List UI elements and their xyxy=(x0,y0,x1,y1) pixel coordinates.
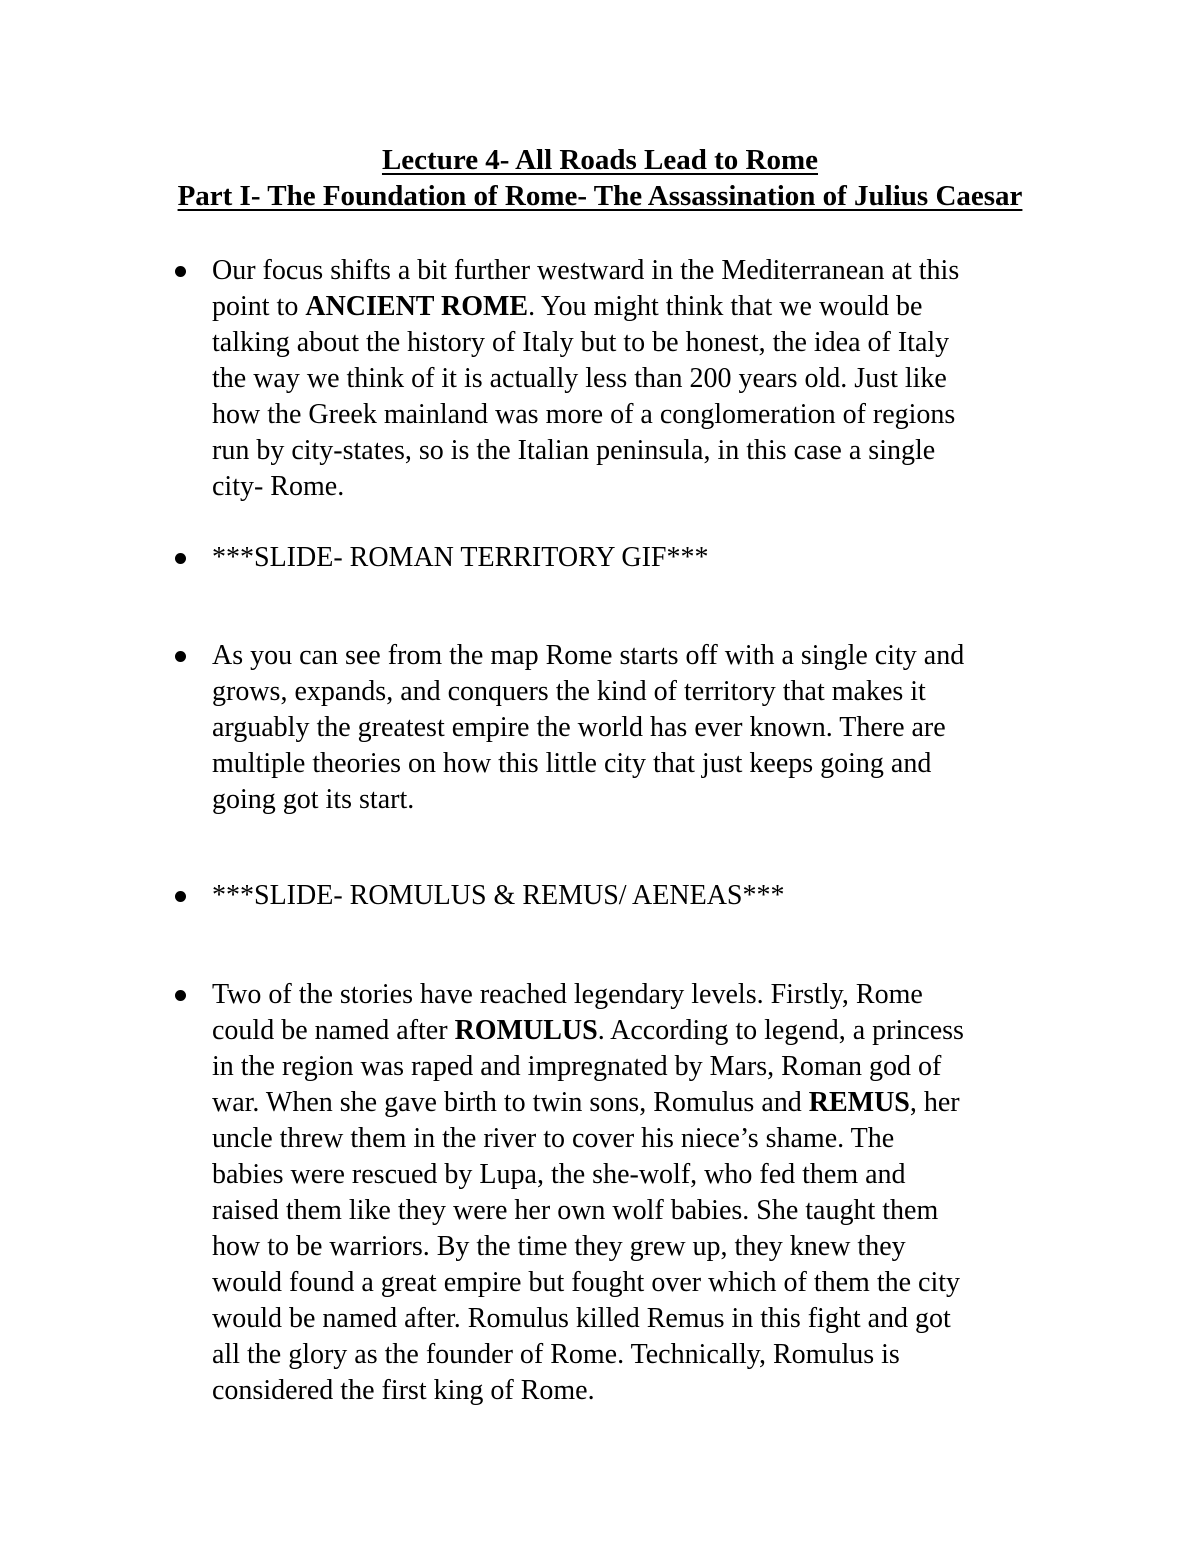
text-line: Two of the stories have reached legendary levels. Firstly, Rome xyxy=(212,979,923,1010)
text-line: babies were rescued by Lupa, the she-wolf, who fed them and xyxy=(212,1159,906,1190)
bullet-item xyxy=(212,878,1092,914)
bullet-dot-icon xyxy=(175,266,186,277)
text-line: war. When she gave birth to twin sons, Romulus and REMUS, her xyxy=(212,1087,960,1118)
text-line: uncle threw them in the river to cover his niece’s shame. The xyxy=(212,1123,895,1154)
text-line: could be named after ROMULUS. According to legend, a princess xyxy=(212,1015,964,1046)
text-line: how the Greek mainland was more of a conglomeration of regions xyxy=(212,399,956,430)
text-line: arguably the greatest empire the world has ever known. There are xyxy=(212,712,946,743)
text-line: raised them like they were her own wolf babies. She taught them xyxy=(212,1195,939,1226)
slide-cue: ***SLIDE- ROMAN TERRITORY GIF*** xyxy=(212,542,709,573)
text-line: talking about the history of Italy but to be honest, the idea of Italy xyxy=(212,327,950,358)
text-line: all the glory as the founder of Rome. Technically, Romulus is xyxy=(212,1339,900,1370)
text-line: grows, expands, and conquers the kind of territory that makes it xyxy=(212,676,926,707)
bullet-item xyxy=(212,977,1092,1409)
bullet-dot-icon xyxy=(175,553,186,564)
text-line: multiple theories on how this little city that just keeps going and xyxy=(212,748,932,779)
title-block xyxy=(0,142,1200,214)
text-line: would be named after. Romulus killed Remus in this fight and got xyxy=(212,1303,951,1334)
bullet-item xyxy=(212,540,1092,576)
text-line: how to be warriors. By the time they grew up, they knew they xyxy=(212,1231,906,1262)
slide-cue: ***SLIDE- ROMULUS & REMUS/ AENEAS*** xyxy=(212,880,785,911)
bullet-item xyxy=(212,638,1092,818)
text-line: the way we think of it is actually less than 200 years old. Just like xyxy=(212,363,947,394)
bullet-dot-icon xyxy=(175,990,186,1001)
text-line: point to ANCIENT ROME. You might think that we would be xyxy=(212,291,923,322)
emphasis-romulus: ROMULUS xyxy=(454,1015,598,1046)
text-line: going got its start. xyxy=(212,784,415,815)
text-line: in the region was raped and impregnated by Mars, Roman god of xyxy=(212,1051,942,1082)
text-line: city- Rome. xyxy=(212,471,345,502)
bullet-dot-icon xyxy=(175,651,186,662)
emphasis-ancient-rome: ANCIENT ROME xyxy=(305,291,529,322)
text-line: would found a great empire but fought over which of them the city xyxy=(212,1267,961,1298)
bullet-dot-icon xyxy=(175,891,186,902)
text-line: Our focus shifts a bit further westward in the Mediterranean at this xyxy=(212,255,960,286)
emphasis-remus: REMUS xyxy=(808,1087,910,1118)
text-line: run by city-states, so is the Italian peninsula, in this case a single xyxy=(212,435,936,466)
lecture-subtitle: Part I- The Foundation of Rome- The Assassination of Julius Caesar xyxy=(177,180,1023,212)
text-line: As you can see from the map Rome starts off with a single city and xyxy=(212,640,965,671)
lecture-title: Lecture 4- All Roads Lead to Rome xyxy=(381,144,819,176)
bullet-item xyxy=(212,253,1092,505)
text-line: considered the first king of Rome. xyxy=(212,1375,595,1406)
